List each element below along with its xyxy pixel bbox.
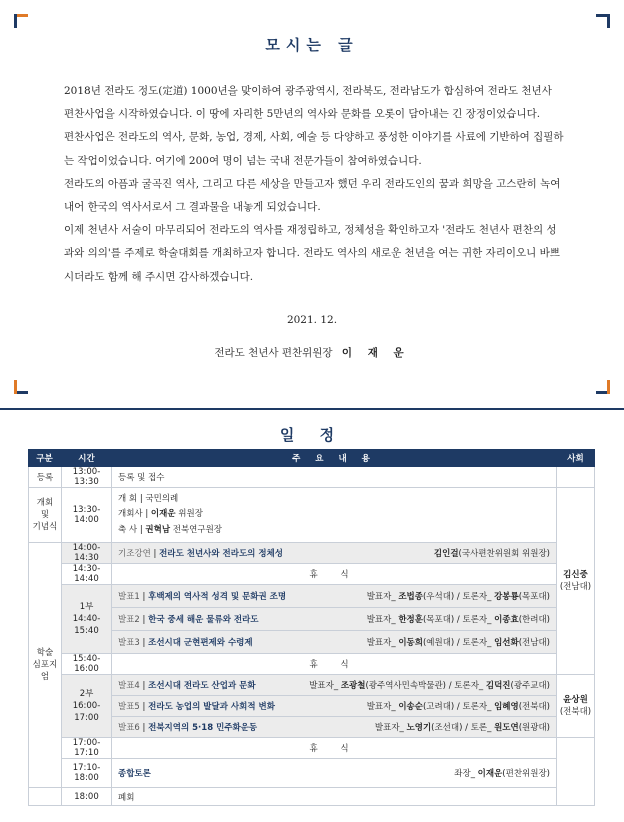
talk-row: 발표4 | 조선시대 전라도 산업과 문화 발표자_ 조광철(광주역사민속박물관) / 토론자_ 김덕진(광주교대) (112, 675, 557, 696)
registration-time: 13:00-13:30 (62, 467, 112, 488)
invitation-body (64, 80, 564, 289)
signer-title: 전라도 천년사 편찬위원장 (214, 347, 333, 359)
opening-item: 축 사 | 권혁남 전북연구원장 (118, 524, 223, 535)
part1-label: 1부 14:40-15:40 (62, 585, 112, 654)
opening-program (112, 488, 557, 543)
break1-text: 휴 식 (112, 564, 557, 585)
part2-label: 2부 16:00-17:00 (62, 675, 112, 738)
symposium-category: 학술 심포지엄 (28, 543, 62, 788)
talk-row: 발표6 | 전북지역의 5·18 민주화운동 발표자_ 노영기(조선대) / 토론_ 원도연(원광대) (112, 717, 557, 738)
keynote-row: 기조강연 | 전라도 천년사와 전라도의 정체성 김인걸(국사편찬위원회 위원장) (112, 543, 557, 564)
corner-mark-top-left (14, 14, 28, 28)
moderator-name: 윤상원 (563, 695, 588, 705)
discussion-time: 17:10-18:00 (62, 759, 112, 788)
keynote-time: 14:00-14:30 (62, 543, 112, 564)
talk-row: 발표2 | 한국 중세 해운 물류와 전라도 발표자_ 한정훈(목포대) / 토론자_ 이종효(한려대) (112, 608, 557, 631)
paragraph: 이제 천년사 서술이 마무리되어 전라도의 역사를 재정립하고, 정체성을 확인하고자 '전라도 천년사 편찬의 성과와 의의'를 주제로 학술대회를 개최하고자 합니다. 전라도 역사의 새로운 천년을 여는 귀한 자리이오니 바쁘시더라도 함께 해 주시면 감사하겠습니다. (64, 224, 560, 283)
signer-name: 이 재 운 (341, 347, 410, 359)
schedule-title: 일 정 (279, 426, 345, 444)
moderator-affil: (전남대) (559, 582, 592, 592)
talk-row: 발표1 | 후백제의 역사적 성격 및 문화권 조명 발표자_ 조법종(우석대) / 토론자_ 강봉룡(목포대) (112, 585, 557, 608)
schedule-table (28, 449, 595, 806)
paragraph: 편찬사업은 전라도의 역사, 문화, 농업, 경제, 사회, 예술 등 다양하고 풍성한 이야기를 사료에 기반하여 집필하는 작업이었습니다. 여기에 200여 명이 넘는 국내 전문가들이 참여하였습니다. (64, 131, 564, 167)
registration-category: 등록 (28, 467, 62, 488)
header-category: 구분 (28, 449, 62, 467)
talk-row: 발표5 | 전라도 농업의 발달과 사회적 변화 발표자_ 이송순(고려대) / 토론자_ 임혜영(전북대) (112, 696, 557, 717)
corner-mark-top-right (596, 14, 610, 28)
opening-item: 개회사 | 이재운 위원장 (118, 509, 203, 520)
registration-content: 등록 및 접수 (112, 467, 557, 488)
corner-mark-bottom-right (596, 380, 610, 394)
moderator-2 (557, 675, 595, 738)
opening-time: 13:30-14:00 (62, 488, 112, 543)
closing-time: 18:00 (62, 788, 112, 806)
break3-time: 17:00-17:10 (62, 738, 112, 759)
opening-category: 개회 및 기념식 (28, 488, 62, 543)
section-divider (0, 408, 624, 410)
header-moderator: 사회 (557, 449, 595, 467)
discussion-row: 종합토론 좌장_ 이재운(편찬위원장) (112, 759, 557, 788)
moderator-empty (557, 738, 595, 806)
break3-text: 휴 식 (112, 738, 557, 759)
break2-time: 15:40-16:00 (62, 654, 112, 675)
header-time: 시간 (62, 449, 112, 467)
invitation-title: 모시는 글 (265, 36, 359, 54)
moderator-name: 김신중 (563, 570, 588, 580)
moderator-affil: (전북대) (559, 707, 592, 717)
paragraph: 2018년 전라도 정도(定道) 1000년을 맞이하여 광주광역시, 전라북도, 전라남도가 합심하여 전라도 천년사 편찬사업을 시작하였습니다. 이 땅에 자리한 5만년의 역사와 문화를 오롯이 담아내는 긴 장정이었습니다. (64, 85, 552, 121)
opening-item: 개 회 | 국민의례 (118, 493, 179, 504)
break1-time: 14:30-14:40 (62, 564, 112, 585)
break2-text: 휴 식 (112, 654, 557, 675)
talk-row: 발표3 | 조선시대 군현편제와 수령제 발표자_ 이동희(예원대) / 토론자_ 임선화(전남대) (112, 631, 557, 654)
corner-mark-bottom-left (14, 380, 28, 394)
letter-date: 2021. 12. (286, 314, 338, 326)
moderator-empty (557, 467, 595, 488)
letter-signer (0, 345, 624, 360)
header-content: 주 요 내 용 (112, 449, 557, 467)
closing-text: 폐회 (112, 788, 557, 806)
closing-category (28, 788, 62, 806)
moderator-1 (557, 488, 595, 675)
paragraph: 전라도의 아픔과 굴곡진 역사, 그리고 다른 세상을 만들고자 했던 우리 전라도인의 꿈과 희망을 고스란히 녹여 내어 한국의 역사서로서 그 결과물을 내놓게 되었습니다. (64, 177, 561, 214)
